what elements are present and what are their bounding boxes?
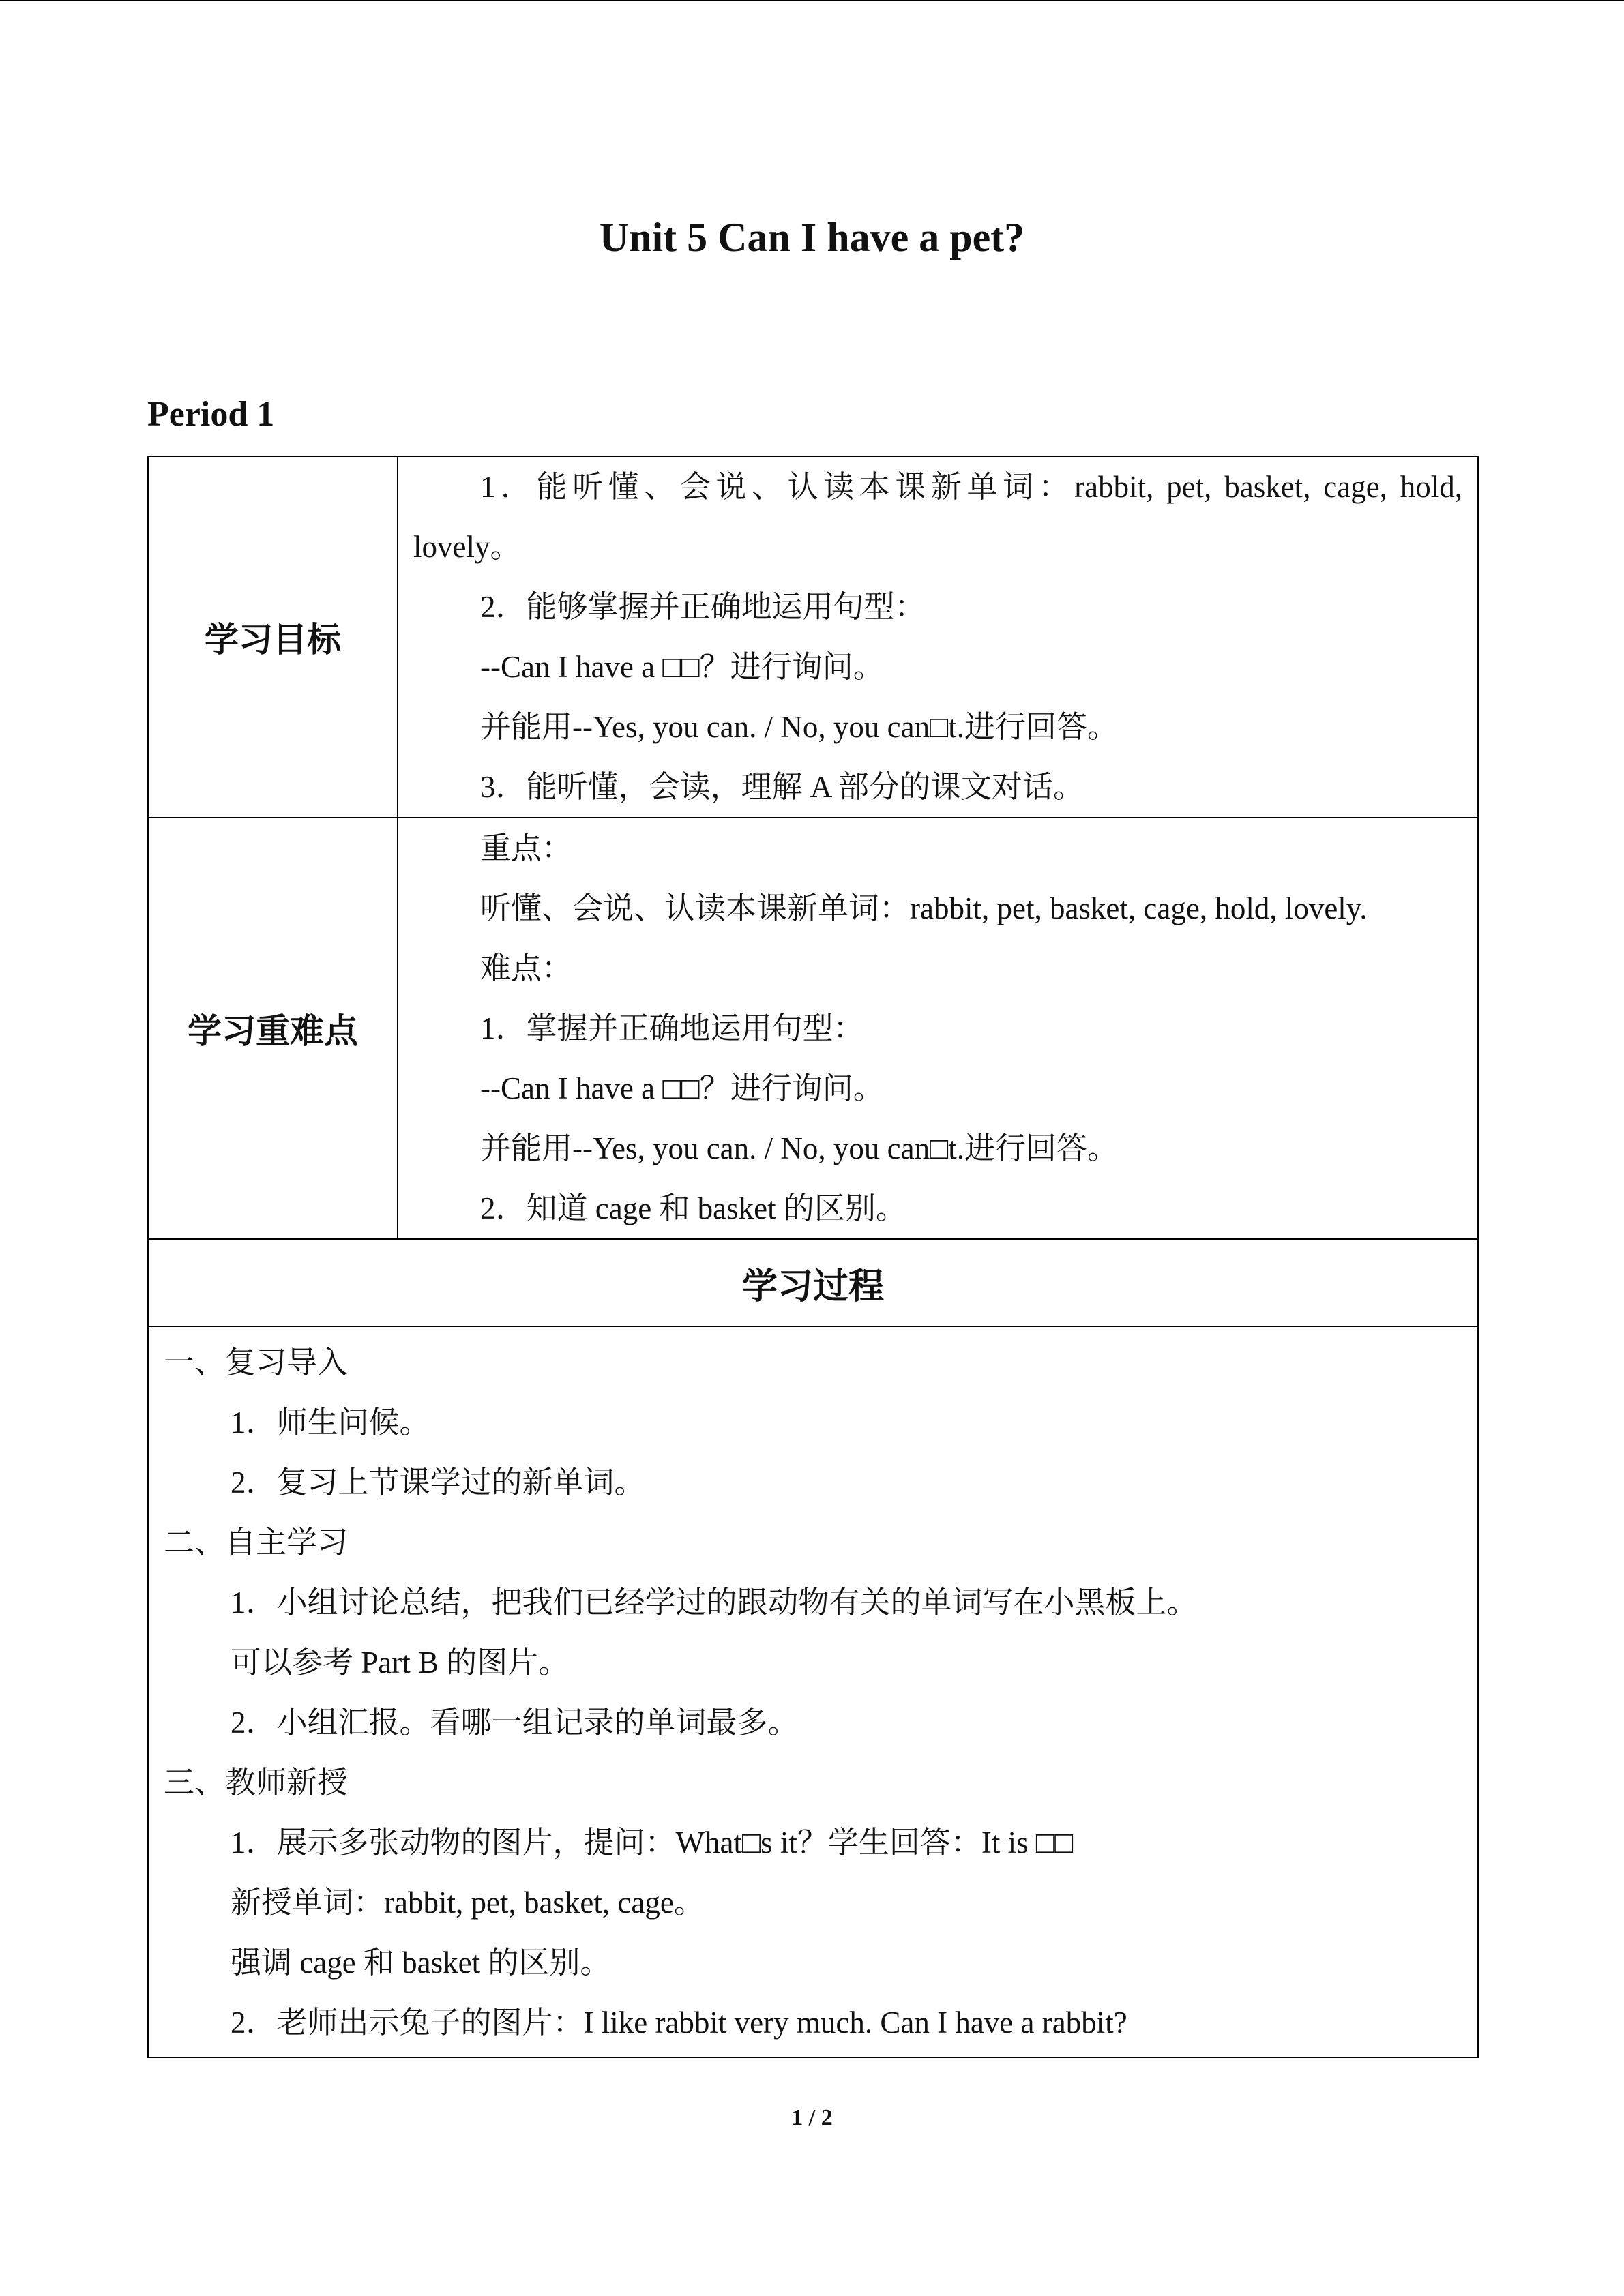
page-number: 1 / 2 bbox=[791, 2105, 833, 2130]
key-points-label: 学习重难点 bbox=[148, 818, 398, 1239]
process-step: 2．老师出示兔子的图片：I like rabbit very much. Can I have a rabbit? bbox=[231, 2006, 1127, 2040]
process-step: 2．小组汇报。看哪一组记录的单词最多。 bbox=[231, 1705, 799, 1740]
objectives-label: 学习目标 bbox=[148, 456, 398, 818]
document-title: Unit 5 Can I have a pet? bbox=[599, 215, 1025, 260]
process-step: 1．师生问候。 bbox=[231, 1405, 430, 1440]
process-row bbox=[148, 1326, 1478, 2057]
objectives-content bbox=[398, 456, 1478, 818]
key-point-line-3: 难点： bbox=[480, 951, 573, 985]
key-point-line-5: --Can I have a □□？进行询问。 bbox=[480, 1071, 884, 1105]
objective-line-5: 3．能听懂，会读，理解 A 部分的课文对话。 bbox=[480, 770, 1084, 804]
key-points-content bbox=[398, 818, 1478, 1239]
process-step: 1．展示多张动物的图片，提问：What□s it？学生回答：It is □□ bbox=[231, 1825, 1074, 1860]
process-header-row bbox=[148, 1239, 1478, 1326]
page-top-border bbox=[0, 0, 1624, 1]
process-step: 强调 cage 和 basket 的区别。 bbox=[231, 1945, 611, 1980]
key-points-row bbox=[148, 818, 1478, 1239]
process-section-heading: 三、教师新授 bbox=[164, 1765, 349, 1800]
process-step: 新授单词：rabbit, pet, basket, cage。 bbox=[231, 1885, 705, 1920]
objective-line-2: 2．能够掌握并正确地运用句型： bbox=[480, 590, 926, 624]
process-step: 1．小组讨论总结，把我们已经学过的跟动物有关的单词写在小黑板上。 bbox=[231, 1585, 1198, 1620]
objective-line-4: 并能用--Yes, you can. / No, you can□t.进行回答。 bbox=[480, 710, 1119, 744]
key-point-line-2: 听懂、会说、认读本课新单词：rabbit, pet, basket, cage, hold, lovely. bbox=[480, 891, 1368, 925]
key-point-line-6: 并能用--Yes, you can. / No, you can□t.进行回答。 bbox=[480, 1131, 1119, 1165]
process-section-heading: 二、自主学习 bbox=[164, 1525, 349, 1560]
objective-line-1: 1．能听懂、会说、认读本课新单词：rabbit, pet, basket, cage, hold, lovely。 bbox=[413, 470, 1462, 564]
objectives-row bbox=[148, 456, 1478, 818]
objective-line-3: --Can I have a □□？进行询问。 bbox=[480, 650, 884, 684]
key-point-line-1: 重点： bbox=[480, 831, 573, 865]
lesson-plan-table bbox=[147, 456, 1479, 2058]
period-heading: Period 1 bbox=[147, 395, 275, 434]
process-section-heading: 一、复习导入 bbox=[164, 1345, 349, 1380]
key-point-line-4: 1．掌握并正确地运用句型： bbox=[480, 1011, 864, 1045]
process-header: 学习过程 bbox=[148, 1239, 1478, 1326]
key-point-line-7: 2．知道 cage 和 basket 的区别。 bbox=[480, 1191, 906, 1225]
process-content bbox=[148, 1326, 1478, 2057]
process-step: 2．复习上节课学过的新单词。 bbox=[231, 1465, 645, 1500]
process-step: 可以参考 Part B 的图片。 bbox=[231, 1645, 570, 1680]
